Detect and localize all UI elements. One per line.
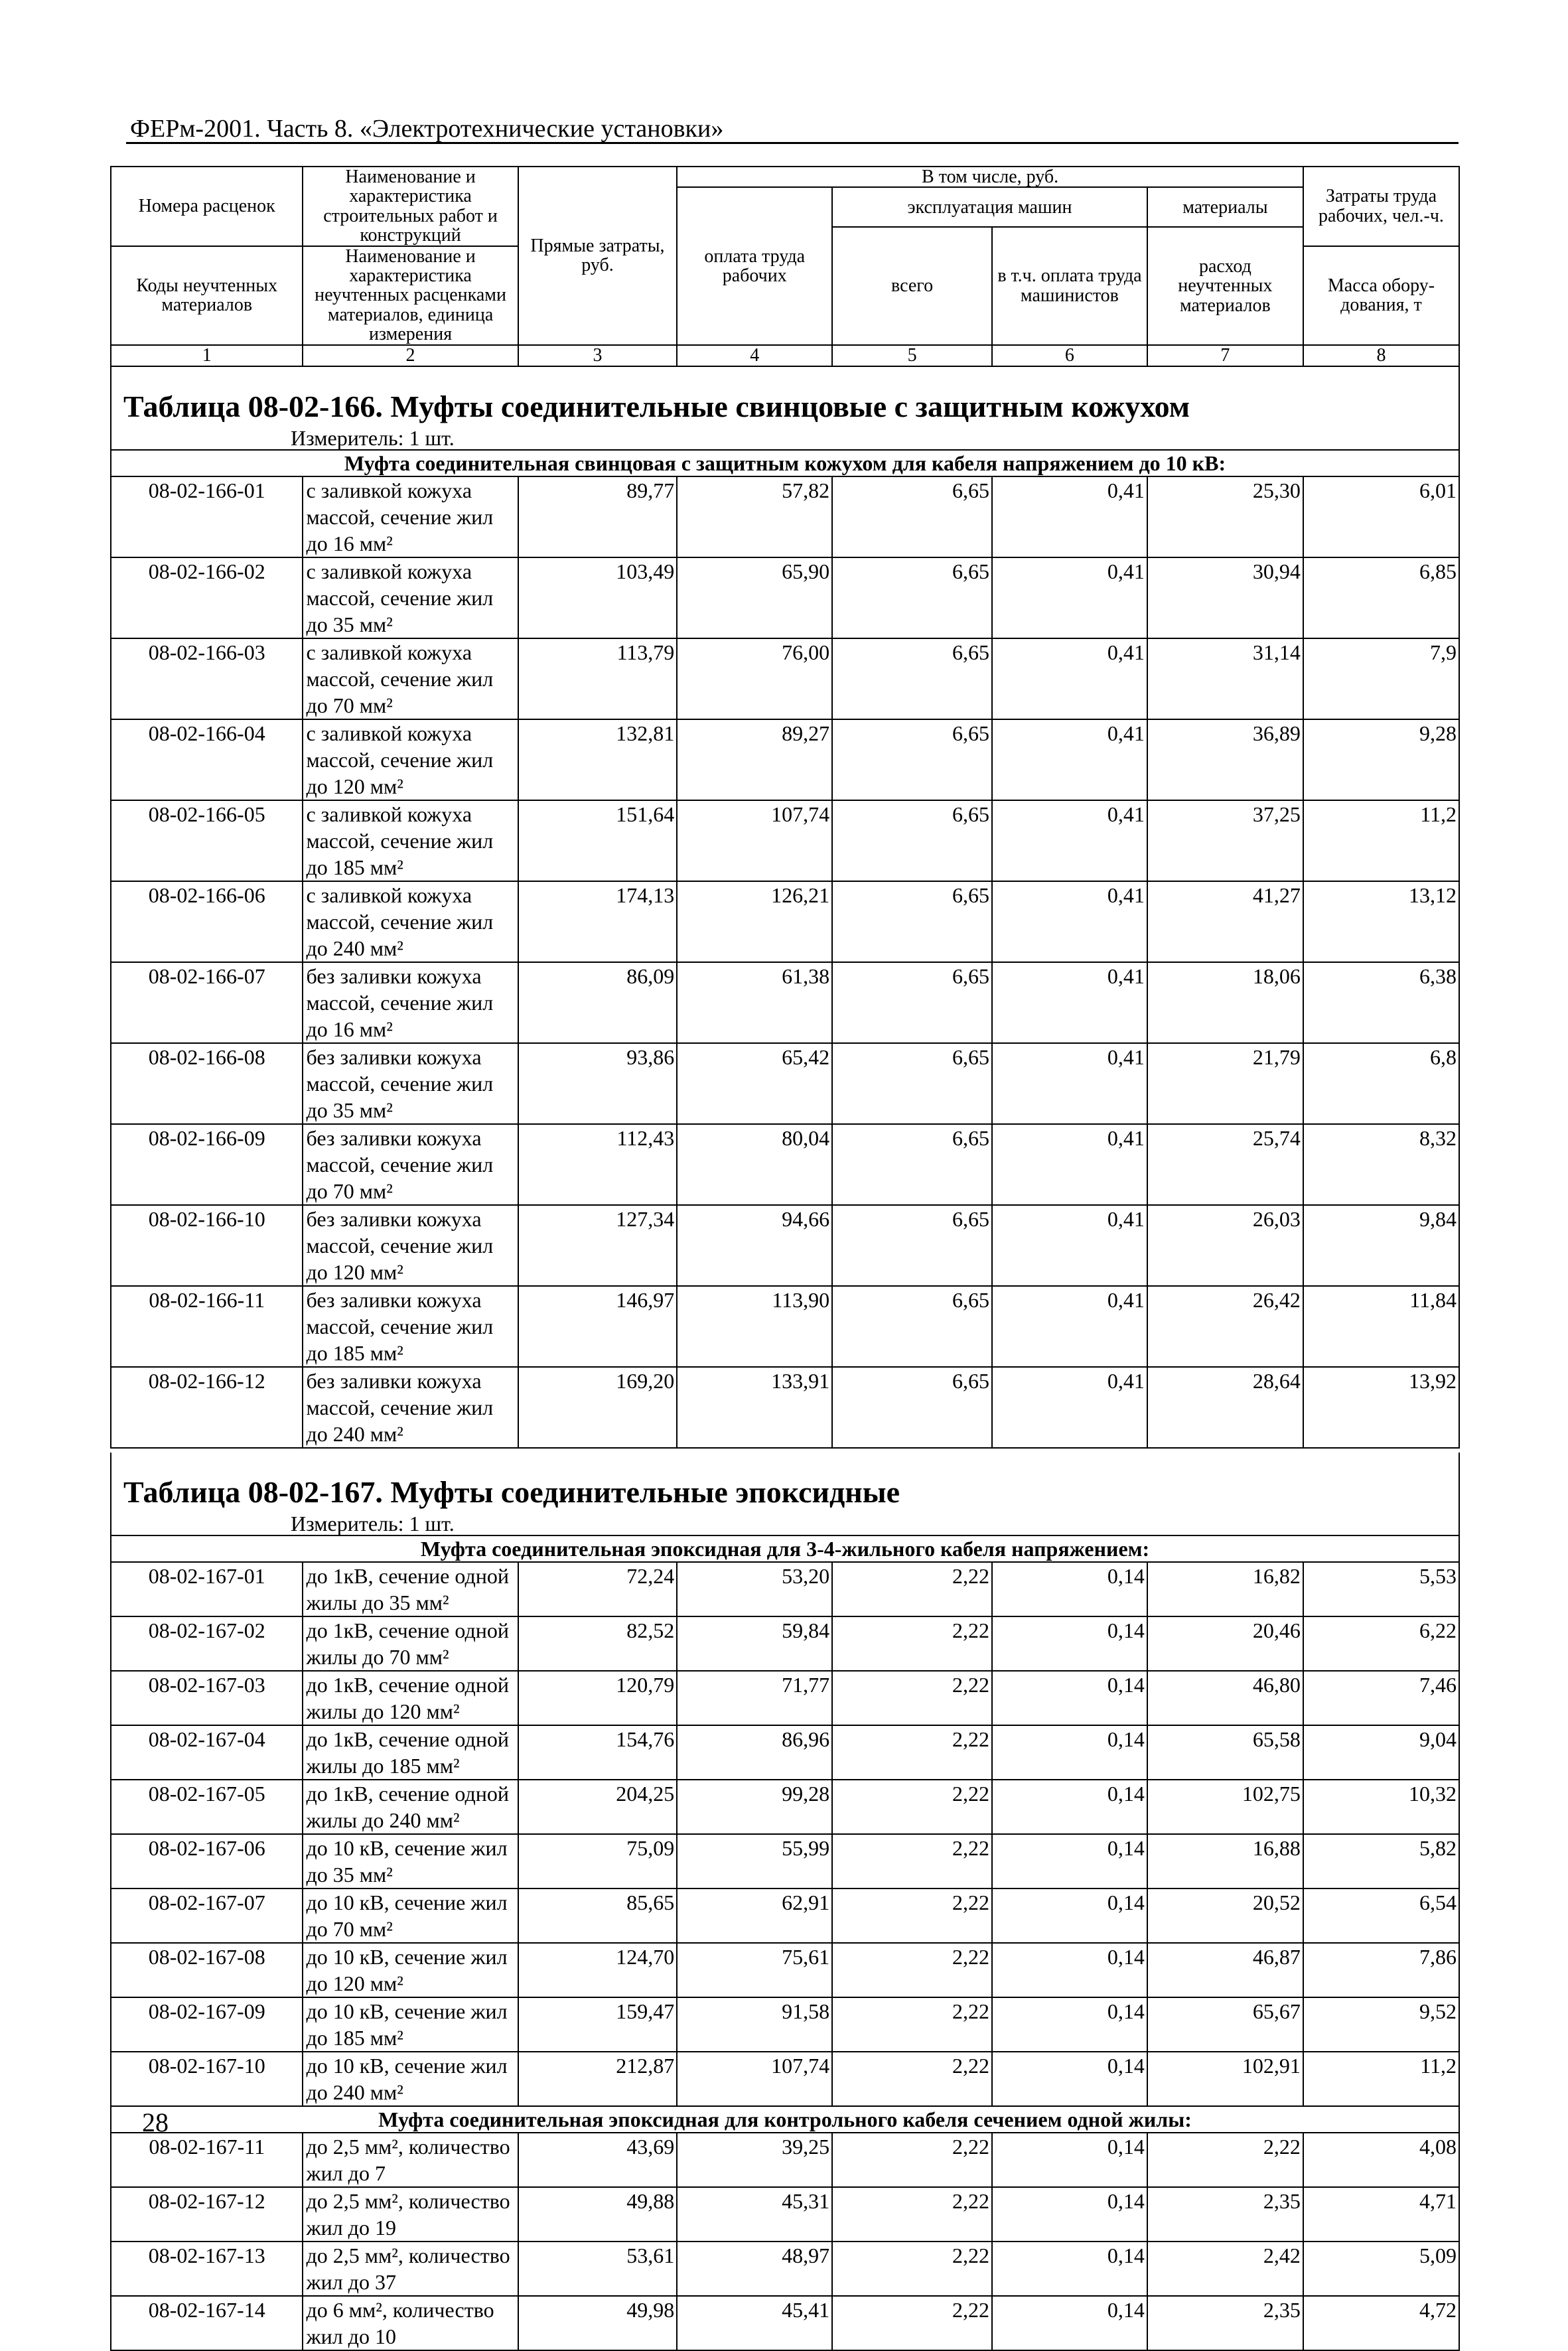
table-row <box>111 1616 1459 1671</box>
labor-hours-value: 11,2 <box>1303 2052 1459 2106</box>
table-title: Таблица 08-02-167. Муфты соединительные эпоксидные <box>111 1453 1459 1512</box>
table-title: Таблица 08-02-166. Муфты соединительные свинцовые с защитным кожухом <box>111 366 1459 427</box>
rate-description: с заливкой кожуха массой, сечение жил до 70 мм² <box>303 638 518 719</box>
rate-description: до 2,5 мм², количество жил до 7 <box>303 2133 518 2187</box>
materials-cost-value: 26,42 <box>1147 1286 1303 1367</box>
direct-costs-value: 43,69 <box>518 2133 677 2187</box>
direct-costs-value: 204,25 <box>518 1780 677 1834</box>
machinist-pay-value: 0,41 <box>992 881 1147 962</box>
rate-code: 08-02-167-01 <box>111 1562 303 1616</box>
measure-unit: Измеритель: 1 шт. <box>111 1512 1459 1535</box>
direct-costs-value: 72,24 <box>518 1562 677 1616</box>
machines-total-value: 6,65 <box>832 557 992 638</box>
rate-code: 08-02-167-10 <box>111 2052 303 2106</box>
machines-total-value: 2,22 <box>832 1997 992 2052</box>
machines-total-value: 6,65 <box>832 1043 992 1124</box>
labor-hours-value: 6,38 <box>1303 962 1459 1043</box>
rate-code: 08-02-166-04 <box>111 719 303 800</box>
direct-costs-value: 113,79 <box>518 638 677 719</box>
rate-description: с заливкой кожуха массой, сечение жил до 240 мм² <box>303 881 518 962</box>
table-row <box>111 1780 1459 1834</box>
labor-pay-value: 94,66 <box>677 1205 832 1286</box>
machinist-pay-value: 0,14 <box>992 1671 1147 1725</box>
rate-description: без заливки кожуха массой, сечение жил до 70 мм² <box>303 1124 518 1205</box>
labor-hours-value: 6,01 <box>1303 476 1459 557</box>
table-row <box>111 2052 1459 2106</box>
labor-hours-value: 5,82 <box>1303 1834 1459 1888</box>
machines-total-value: 2,22 <box>832 2052 992 2106</box>
table-row <box>111 1367 1459 1448</box>
labor-pay-value: 75,61 <box>677 1943 832 1997</box>
column-number: 5 <box>832 345 992 366</box>
labor-pay-value: 76,00 <box>677 638 832 719</box>
labor-pay-value: 39,25 <box>677 2133 832 2187</box>
table-header <box>111 167 1459 366</box>
direct-costs-value: 112,43 <box>518 1124 677 1205</box>
direct-costs-value: 124,70 <box>518 1943 677 1997</box>
machines-total-value: 6,65 <box>832 1124 992 1205</box>
labor-pay-value: 107,74 <box>677 800 832 881</box>
machines-total-value: 2,22 <box>832 2296 992 2350</box>
header-col2-bottom: Наименование и характеристика неучтенных расценками материалов, единица измерения <box>303 246 518 345</box>
rate-code: 08-02-166-09 <box>111 1124 303 1205</box>
table-row <box>111 638 1459 719</box>
materials-cost-value: 2,35 <box>1147 2296 1303 2350</box>
header-materials: материалы <box>1147 187 1303 227</box>
materials-cost-value: 20,46 <box>1147 1616 1303 1671</box>
machinist-pay-value: 0,41 <box>992 638 1147 719</box>
materials-cost-value: 20,52 <box>1147 1888 1303 1943</box>
labor-hours-value: 13,12 <box>1303 881 1459 962</box>
machinist-pay-value: 0,14 <box>992 1834 1147 1888</box>
direct-costs-value: 89,77 <box>518 476 677 557</box>
machinist-pay-value: 0,14 <box>992 1616 1147 1671</box>
rate-description: до 1кВ, сечение одной жилы до 70 мм² <box>303 1616 518 1671</box>
measure-unit: Измеритель: 1 шт. <box>111 427 1459 450</box>
rate-description: с заливкой кожуха массой, сечение жил до 16 мм² <box>303 476 518 557</box>
rate-description: до 1кВ, сечение одной жилы до 120 мм² <box>303 1671 518 1725</box>
rate-description: до 10 кВ, сечение жил до 70 мм² <box>303 1888 518 1943</box>
machines-total-value: 6,65 <box>832 719 992 800</box>
machines-total-value: 6,65 <box>832 800 992 881</box>
rate-description: до 2,5 мм², количество жил до 19 <box>303 2187 518 2242</box>
labor-hours-value: 7,86 <box>1303 1943 1459 1997</box>
rate-code: 08-02-166-07 <box>111 962 303 1043</box>
materials-cost-value: 41,27 <box>1147 881 1303 962</box>
labor-pay-value: 57,82 <box>677 476 832 557</box>
machines-total-value: 2,22 <box>832 2187 992 2242</box>
table-row <box>111 800 1459 881</box>
labor-pay-value: 53,20 <box>677 1562 832 1616</box>
materials-cost-value: 21,79 <box>1147 1043 1303 1124</box>
machinist-pay-value: 0,14 <box>992 1997 1147 2052</box>
rate-code: 08-02-167-05 <box>111 1780 303 1834</box>
header-machines: эксплуатация машин <box>832 187 1147 227</box>
measure-row <box>111 1512 1459 1535</box>
machinist-pay-value: 0,41 <box>992 962 1147 1043</box>
labor-hours-value: 4,08 <box>1303 2133 1459 2187</box>
table-row <box>111 962 1459 1043</box>
materials-cost-value: 26,03 <box>1147 1205 1303 1286</box>
machines-total-value: 2,22 <box>832 1725 992 1780</box>
rate-code: 08-02-167-07 <box>111 1888 303 1943</box>
labor-hours-value: 7,9 <box>1303 638 1459 719</box>
rate-code: 08-02-167-09 <box>111 1997 303 2052</box>
labor-hours-value: 11,2 <box>1303 800 1459 881</box>
machines-total-value: 6,65 <box>832 476 992 557</box>
table-row <box>111 476 1459 557</box>
rate-description: до 1кВ, сечение одной жилы до 240 мм² <box>303 1780 518 1834</box>
column-number: 8 <box>1303 345 1459 366</box>
machines-total-value: 2,22 <box>832 1780 992 1834</box>
table-row <box>111 881 1459 962</box>
labor-hours-value: 6,85 <box>1303 557 1459 638</box>
labor-hours-value: 11,84 <box>1303 1286 1459 1367</box>
machines-total-value: 6,65 <box>832 1367 992 1448</box>
labor-pay-value: 62,91 <box>677 1888 832 1943</box>
table-row <box>111 2242 1459 2296</box>
rate-description: без заливки кожуха массой, сечение жил до 120 мм² <box>303 1205 518 1286</box>
table-row <box>111 1124 1459 1205</box>
machines-total-value: 2,22 <box>832 1888 992 1943</box>
header-col7: расход неучтенных материалов <box>1147 227 1303 344</box>
rates-table <box>110 166 1460 2351</box>
machinist-pay-value: 0,41 <box>992 719 1147 800</box>
machinist-pay-value: 0,14 <box>992 1888 1147 1943</box>
direct-costs-value: 86,09 <box>518 962 677 1043</box>
table-row <box>111 557 1459 638</box>
machinist-pay-value: 0,14 <box>992 2296 1147 2350</box>
rate-description: с заливкой кожуха массой, сечение жил до 35 мм² <box>303 557 518 638</box>
rate-code: 08-02-166-05 <box>111 800 303 881</box>
labor-pay-value: 133,91 <box>677 1367 832 1448</box>
column-number: 3 <box>518 345 677 366</box>
rate-description: до 10 кВ, сечение жил до 240 мм² <box>303 2052 518 2106</box>
machines-total-value: 6,65 <box>832 1205 992 1286</box>
materials-cost-value: 28,64 <box>1147 1367 1303 1448</box>
column-number-row <box>111 345 1459 366</box>
direct-costs-value: 146,97 <box>518 1286 677 1367</box>
table-row <box>111 1043 1459 1124</box>
machinist-pay-value: 0,41 <box>992 1286 1147 1367</box>
materials-cost-value: 2,42 <box>1147 2242 1303 2296</box>
labor-hours-value: 13,92 <box>1303 1367 1459 1448</box>
group-caption: Муфта соединительная эпоксидная для контрольного кабеля сечением одной жилы: <box>111 2106 1459 2133</box>
materials-cost-value: 65,67 <box>1147 1997 1303 2052</box>
table-row <box>111 1286 1459 1367</box>
rate-code: 08-02-167-13 <box>111 2242 303 2296</box>
direct-costs-value: 82,52 <box>518 1616 677 1671</box>
rate-code: 08-02-166-12 <box>111 1367 303 1448</box>
column-number: 4 <box>677 345 832 366</box>
rate-description: до 10 кВ, сечение жил до 185 мм² <box>303 1997 518 2052</box>
rate-code: 08-02-166-11 <box>111 1286 303 1367</box>
rate-code: 08-02-166-03 <box>111 638 303 719</box>
measure-row <box>111 427 1459 450</box>
machinist-pay-value: 0,41 <box>992 1367 1147 1448</box>
materials-cost-value: 30,94 <box>1147 557 1303 638</box>
rate-description: с заливкой кожуха массой, сечение жил до 120 мм² <box>303 719 518 800</box>
rate-code: 08-02-167-11 <box>111 2133 303 2187</box>
labor-hours-value: 6,54 <box>1303 1888 1459 1943</box>
labor-pay-value: 59,84 <box>677 1616 832 1671</box>
direct-costs-value: 174,13 <box>518 881 677 962</box>
running-head: ФЕРм-2001. Часть 8. «Электротехнические установки» <box>130 115 724 143</box>
labor-hours-value: 9,28 <box>1303 719 1459 800</box>
labor-hours-value: 5,53 <box>1303 1562 1459 1616</box>
table-row <box>111 1205 1459 1286</box>
machines-total-value: 2,22 <box>832 2133 992 2187</box>
direct-costs-value: 169,20 <box>518 1367 677 1448</box>
table-row <box>111 1997 1459 2052</box>
machinist-pay-value: 0,14 <box>992 1943 1147 1997</box>
labor-hours-value: 9,52 <box>1303 1997 1459 2052</box>
machinist-pay-value: 0,41 <box>992 1124 1147 1205</box>
labor-pay-value: 91,58 <box>677 1997 832 2052</box>
group-caption: Муфта соединительная эпоксидная для 3-4-жильного кабеля напряжением: <box>111 1535 1459 1562</box>
labor-hours-value: 8,32 <box>1303 1124 1459 1205</box>
labor-pay-value: 65,42 <box>677 1043 832 1124</box>
labor-hours-value: 4,72 <box>1303 2296 1459 2350</box>
machinist-pay-value: 0,41 <box>992 800 1147 881</box>
machinist-pay-value: 0,41 <box>992 1205 1147 1286</box>
labor-pay-value: 113,90 <box>677 1286 832 1367</box>
materials-cost-value: 37,25 <box>1147 800 1303 881</box>
direct-costs-value: 53,61 <box>518 2242 677 2296</box>
column-number: 2 <box>303 345 518 366</box>
group-caption: Муфта соединительная свинцовая с защитным кожухом для кабеля напряжением до 10 кВ: <box>111 450 1459 476</box>
rate-code: 08-02-167-02 <box>111 1616 303 1671</box>
direct-costs-value: 120,79 <box>518 1671 677 1725</box>
rate-code: 08-02-167-08 <box>111 1943 303 1997</box>
machines-total-value: 2,22 <box>832 1562 992 1616</box>
header-col3: Прямые затраты, руб. <box>518 167 677 345</box>
rate-code: 08-02-166-08 <box>111 1043 303 1124</box>
table-row <box>111 2296 1459 2350</box>
machinist-pay-value: 0,14 <box>992 2242 1147 2296</box>
materials-cost-value: 36,89 <box>1147 719 1303 800</box>
rate-description: до 10 кВ, сечение жил до 35 мм² <box>303 1834 518 1888</box>
rate-description: до 2,5 мм², количество жил до 37 <box>303 2242 518 2296</box>
rate-code: 08-02-167-04 <box>111 1725 303 1780</box>
materials-cost-value: 102,91 <box>1147 2052 1303 2106</box>
direct-costs-value: 93,86 <box>518 1043 677 1124</box>
table-row <box>111 2133 1459 2187</box>
machines-total-value: 2,22 <box>832 1616 992 1671</box>
machines-total-value: 2,22 <box>832 1943 992 1997</box>
rate-description: до 6 мм², количество жил до 10 <box>303 2296 518 2350</box>
table-row <box>111 1834 1459 1888</box>
group-caption-row <box>111 2106 1459 2133</box>
column-number: 1 <box>111 345 303 366</box>
labor-pay-value: 65,90 <box>677 557 832 638</box>
materials-cost-value: 18,06 <box>1147 962 1303 1043</box>
header-col1-top: Номера расценок <box>111 167 303 246</box>
materials-cost-value: 16,82 <box>1147 1562 1303 1616</box>
direct-costs-value: 49,88 <box>518 2187 677 2242</box>
header-col6: в т.ч. оплата труда машинистов <box>992 227 1147 344</box>
materials-cost-value: 25,30 <box>1147 476 1303 557</box>
machinist-pay-value: 0,14 <box>992 1562 1147 1616</box>
table-title-row <box>111 1453 1459 1512</box>
direct-costs-value: 103,49 <box>518 557 677 638</box>
materials-cost-value: 65,58 <box>1147 1725 1303 1780</box>
machinist-pay-value: 0,41 <box>992 1043 1147 1124</box>
rate-code: 08-02-167-03 <box>111 1671 303 1725</box>
direct-costs-value: 127,34 <box>518 1205 677 1286</box>
table-row <box>111 1943 1459 1997</box>
machinist-pay-value: 0,41 <box>992 476 1147 557</box>
labor-pay-value: 61,38 <box>677 962 832 1043</box>
direct-costs-value: 154,76 <box>518 1725 677 1780</box>
rate-code: 08-02-166-10 <box>111 1205 303 1286</box>
spacer-cell <box>111 1448 1459 1453</box>
rate-code: 08-02-167-14 <box>111 2296 303 2350</box>
labor-hours-value: 9,84 <box>1303 1205 1459 1286</box>
header-group: В том числе, руб. <box>677 167 1303 187</box>
machines-total-value: 6,65 <box>832 638 992 719</box>
table-row <box>111 1671 1459 1725</box>
labor-pay-value: 80,04 <box>677 1124 832 1205</box>
direct-costs-value: 159,47 <box>518 1997 677 2052</box>
labor-pay-value: 71,77 <box>677 1671 832 1725</box>
direct-costs-value: 49,98 <box>518 2296 677 2350</box>
machines-total-value: 6,65 <box>832 962 992 1043</box>
header-rule <box>126 142 1459 144</box>
rate-code: 08-02-167-06 <box>111 1834 303 1888</box>
machinist-pay-value: 0,14 <box>992 1780 1147 1834</box>
rate-description: до 1кВ, сечение одной жилы до 185 мм² <box>303 1725 518 1780</box>
direct-costs-value: 151,64 <box>518 800 677 881</box>
header-col4: оплата труда рабочих <box>677 187 832 344</box>
rate-description: без заливки кожуха массой, сечение жил до 185 мм² <box>303 1286 518 1367</box>
materials-cost-value: 46,87 <box>1147 1943 1303 1997</box>
materials-cost-value: 25,74 <box>1147 1124 1303 1205</box>
labor-hours-value: 4,71 <box>1303 2187 1459 2242</box>
header-col1-bottom: Коды неучтенных материалов <box>111 246 303 345</box>
rate-description: без заливки кожуха массой, сечение жил до 240 мм² <box>303 1367 518 1448</box>
table-row <box>111 2187 1459 2242</box>
header-col8-bottom: Масса обору-дования, т <box>1303 246 1459 345</box>
labor-hours-value: 10,32 <box>1303 1780 1459 1834</box>
table-spacer <box>111 1448 1459 1453</box>
direct-costs-value: 132,81 <box>518 719 677 800</box>
materials-cost-value: 31,14 <box>1147 638 1303 719</box>
rate-code: 08-02-166-06 <box>111 881 303 962</box>
materials-cost-value: 102,75 <box>1147 1780 1303 1834</box>
machines-total-value: 2,22 <box>832 1834 992 1888</box>
labor-hours-value: 6,8 <box>1303 1043 1459 1124</box>
labor-hours-value: 9,04 <box>1303 1725 1459 1780</box>
table-body <box>111 366 1459 2350</box>
rate-description: до 1кВ, сечение одной жилы до 35 мм² <box>303 1562 518 1616</box>
direct-costs-value: 75,09 <box>518 1834 677 1888</box>
rate-code: 08-02-166-01 <box>111 476 303 557</box>
direct-costs-value: 212,87 <box>518 2052 677 2106</box>
rate-code: 08-02-166-02 <box>111 557 303 638</box>
header-col5: всего <box>832 227 992 344</box>
rate-code: 08-02-167-12 <box>111 2187 303 2242</box>
rate-description: без заливки кожуха массой, сечение жил до 16 мм² <box>303 962 518 1043</box>
labor-pay-value: 48,97 <box>677 2242 832 2296</box>
rate-description: без заливки кожуха массой, сечение жил до 35 мм² <box>303 1043 518 1124</box>
labor-pay-value: 99,28 <box>677 1780 832 1834</box>
labor-pay-value: 89,27 <box>677 719 832 800</box>
table-row <box>111 1725 1459 1780</box>
column-number: 7 <box>1147 345 1303 366</box>
page-number: 28 <box>142 2107 169 2137</box>
labor-pay-value: 107,74 <box>677 2052 832 2106</box>
rate-description: с заливкой кожуха массой, сечение жил до 185 мм² <box>303 800 518 881</box>
labor-hours-value: 6,22 <box>1303 1616 1459 1671</box>
labor-hours-value: 5,09 <box>1303 2242 1459 2296</box>
machinist-pay-value: 0,14 <box>992 2133 1147 2187</box>
column-number: 6 <box>992 345 1147 366</box>
labor-pay-value: 55,99 <box>677 1834 832 1888</box>
machines-total-value: 2,22 <box>832 1671 992 1725</box>
labor-pay-value: 45,41 <box>677 2296 832 2350</box>
machinist-pay-value: 0,41 <box>992 557 1147 638</box>
table-title-row <box>111 366 1459 427</box>
table-row <box>111 1888 1459 1943</box>
machines-total-value: 6,65 <box>832 1286 992 1367</box>
machines-total-value: 2,22 <box>832 2242 992 2296</box>
labor-pay-value: 45,31 <box>677 2187 832 2242</box>
header-col2-top: Наименование и характеристика строительных работ и конструкций <box>303 167 518 246</box>
labor-pay-value: 126,21 <box>677 881 832 962</box>
group-caption-row <box>111 1535 1459 1562</box>
labor-pay-value: 86,96 <box>677 1725 832 1780</box>
machinist-pay-value: 0,14 <box>992 2187 1147 2242</box>
machinist-pay-value: 0,14 <box>992 2052 1147 2106</box>
labor-hours-value: 7,46 <box>1303 1671 1459 1725</box>
materials-cost-value: 2,22 <box>1147 2133 1303 2187</box>
table-row <box>111 1562 1459 1616</box>
table-row <box>111 719 1459 800</box>
rate-description: до 10 кВ, сечение жил до 120 мм² <box>303 1943 518 1997</box>
machines-total-value: 6,65 <box>832 881 992 962</box>
direct-costs-value: 85,65 <box>518 1888 677 1943</box>
materials-cost-value: 16,88 <box>1147 1834 1303 1888</box>
materials-cost-value: 2,35 <box>1147 2187 1303 2242</box>
header-col8-top: Затраты труда рабочих, чел.-ч. <box>1303 167 1459 246</box>
group-caption-row <box>111 450 1459 476</box>
machinist-pay-value: 0,14 <box>992 1725 1147 1780</box>
materials-cost-value: 46,80 <box>1147 1671 1303 1725</box>
